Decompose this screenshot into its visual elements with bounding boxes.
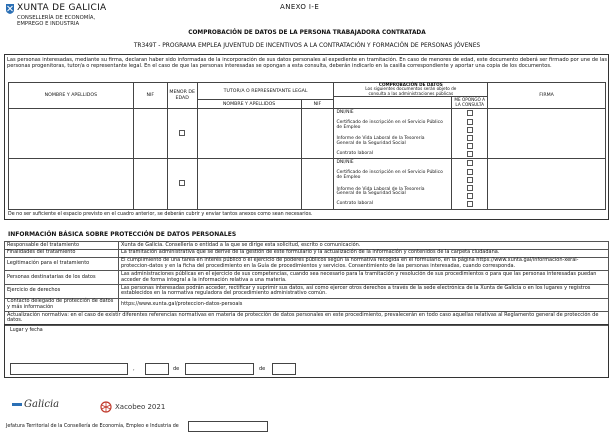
nif-cell[interactable] — [133, 109, 167, 159]
protection-key: Personas destinatarias de los datos — [5, 271, 119, 285]
col-header-minor-1: MENOR DE — [169, 90, 195, 96]
oppose-checkbox[interactable] — [467, 135, 473, 141]
doc-list — [334, 109, 452, 159]
doc-dni: DNI/NIE — [336, 160, 354, 166]
protection-value: https://www.xunta.gal/proteccion-datos-persoais — [119, 298, 609, 312]
signature-cell[interactable] — [488, 159, 606, 209]
place-input[interactable] — [10, 363, 128, 375]
oppose-checkbox[interactable] — [467, 110, 473, 116]
oppose-checkbox[interactable] — [467, 201, 473, 207]
col-header-tutor: TUTOR/A O REPRESENTANTE LEGAL — [197, 83, 334, 100]
col-header-name: NOMBRE Y APELLIDOS — [9, 83, 134, 109]
check-sub-1: Los siguientes documentos serán objeto de — [365, 86, 457, 92]
col-header-oppose — [452, 97, 488, 109]
xacobeo-logo — [100, 401, 165, 413]
minor-cell — [167, 159, 197, 209]
oppose-1: ME OPONGO A — [454, 97, 485, 103]
protection-title: INFORMACIÓN BÁSICA SOBRE PROTECCIÓN DE DATOS PERSONALES — [8, 231, 237, 238]
oppose-checkbox[interactable] — [467, 185, 473, 191]
signature-cell[interactable] — [488, 109, 606, 159]
col-header-nif: NIF — [133, 83, 167, 109]
galicia-logo-text: Galicia — [24, 399, 60, 410]
xacobeo-text: Xacobeo 2021 — [115, 403, 166, 411]
oppose-checkbox[interactable] — [467, 193, 473, 199]
protection-key: Finalidades del tratamiento — [5, 249, 119, 257]
protection-key: Legitimación para el tratamiento — [5, 257, 119, 271]
intro-text: Las personas interesadas, mediante su firma, declaran haber sido informadas de la incorporación de sus datos personales al expediente en tramitación. En caso de menores de edad, este documento deberá ser firmado por une de las personas progenitoras, tutor/a o representante legal. En el caso de que las personas interesadas se opongan a esta consulta, deberán indicarlo en la casilla correspondiente y aportar una copia de los documentos. — [7, 57, 607, 70]
year-input[interactable] — [272, 363, 296, 375]
protection-value: El cumplimiento de una tarea en interés público o el ejercicio de poderes públicos según la normativa recogida en el formulario, en la página https://www.xunta.gal/informacion-xeral-proteccion-datos y en la ficha del procedimiento en la Guía de procedimientos y servicios. Consentimiento de las personas interesadas, cuando corresponda. — [119, 257, 609, 271]
galicia-mark-icon — [12, 403, 22, 406]
oppose-checkbox[interactable] — [467, 169, 473, 175]
col-header-minor-2: EDAD — [175, 95, 189, 101]
doc-contract: Contrato laboral — [336, 201, 373, 207]
table-note: De no ser suficiente el espacio previsto en el cuadro anterior, se deberán cubrir y enviar tantos anexos como sean necesarios. — [8, 212, 313, 217]
tutor-nif-cell[interactable] — [301, 109, 334, 159]
de-label-2: de — [259, 366, 266, 372]
department-line-1: CONSELLERÍA DE ECONOMÍA, — [17, 15, 96, 21]
org-name: XUNTA DE GALICIA — [17, 3, 107, 13]
comma-sep: , — [133, 366, 135, 372]
protection-value: Xunta de Galicia. Consellería o entidad a la que se dirige esta solicitud, escrito o comunicación. — [119, 242, 609, 250]
office-label: Jefatura Territorial de la Consellería de Economía, Empleo e Industria de — [6, 424, 179, 429]
day-input[interactable] — [145, 363, 169, 375]
name-cell[interactable] — [9, 109, 134, 159]
month-input[interactable] — [185, 363, 254, 375]
form-subtitle: TR349T - PROGRAMA EMPLEA JUVENTUD DE INCENTIVOS A LA CONTRATACIÓN Y FORMACIÓN DE PERSONAS JÓVENES — [133, 43, 481, 49]
protection-key: Responsable del tratamiento — [5, 242, 119, 250]
protection-value: Las personas interesadas podrán acceder, rectificar y suprimir sus datos, así como ejercer otros derechos a través de la sede electrónica de la Xunta de Galicia o en los lugares y registros establecidos en la normativa reguladora del procedimiento administrativo común. — [119, 284, 609, 298]
office-input[interactable] — [188, 421, 268, 432]
department-line-2: EMPREGO E INDUSTRIA — [17, 21, 80, 28]
oppose-checkbox[interactable] — [467, 119, 473, 125]
col-header-check — [334, 83, 488, 97]
persons-table — [8, 82, 606, 210]
oppose-checkbox[interactable] — [467, 177, 473, 183]
table-row — [5, 271, 609, 285]
minor-checkbox[interactable] — [179, 180, 185, 186]
check-title: COMPROBACIÓN DE DATOS — [378, 82, 443, 87]
galicia-logo — [12, 399, 59, 410]
doc-dni: DNI/NIE — [336, 110, 354, 116]
tutor-nif-cell[interactable] — [301, 159, 334, 209]
doc-work-life-2: General de la Seguridad Social — [336, 140, 406, 146]
check-sub-2: consulta a las administraciones públicas — [368, 90, 454, 96]
form-title: COMPROBACIÓN DE DATOS DE LA PERSONA TRABAJADORA CONTRATADA — [188, 30, 426, 36]
doc-employment-cert-1: Certificado de inscripción en el Servicio Público — [336, 170, 443, 176]
protection-key: Ejercicio de derechos — [5, 284, 119, 298]
doc-work-life-1: Informe de Vida Laboral de la Tesorería — [336, 136, 425, 142]
oppose-cell — [452, 159, 488, 209]
doc-work-life-2: General de la Seguridad Social — [336, 191, 406, 197]
xacobeo-shell-icon — [100, 401, 112, 413]
oppose-cell — [452, 109, 488, 159]
col-header-tutor-nif: NIF — [301, 100, 334, 109]
protection-key: Contacto delegado de protección de datos y más información — [5, 298, 119, 312]
col-header-minor — [167, 83, 197, 109]
protection-table — [4, 241, 609, 326]
table-row — [9, 109, 606, 159]
check-doc-header-blank — [334, 97, 452, 109]
annex-label: ANEXO I-E — [280, 3, 320, 11]
col-header-sign: FIRMA — [488, 83, 606, 109]
tutor-name-cell[interactable] — [197, 109, 301, 159]
de-label-1: de — [173, 366, 180, 372]
table-row — [5, 284, 609, 298]
update-note: Actualización normativa: en el caso de existir diferentes referencias normativas en materia de protección de datos personales en este procedimiento, prevalecerán en todo caso aquellas relativas al Reglamento general de protección de datos. — [5, 312, 609, 326]
doc-employment-cert-1: Certificado de inscripción en el Servicio Público — [336, 120, 443, 125]
doc-employment-cert-2: de Empleo — [336, 124, 361, 130]
table-row — [9, 159, 606, 209]
oppose-checkbox[interactable] — [467, 127, 473, 133]
col-header-tutor-name: NOMBRE Y APELLIDOS — [197, 100, 301, 109]
oppose-checkbox[interactable] — [467, 143, 473, 149]
table-row — [5, 257, 609, 271]
xunta-shield-icon — [6, 4, 14, 14]
oppose-checkbox[interactable] — [467, 151, 473, 157]
table-row — [5, 298, 609, 312]
place-date-label: Lugar y fecha — [10, 328, 43, 333]
minor-cell — [167, 109, 197, 159]
protection-value: Las administraciones públicas en el ejercicio de sus competencias, cuando sea necesario para la tramitación y resolución de sus procedimientos o para que las personas interesadas puedan acceder de forma integral a la información relativa a una materia. — [119, 271, 609, 285]
doc-employment-cert-2: de Empleo — [336, 174, 361, 180]
oppose-2: LA CONSULTA — [455, 101, 484, 107]
doc-list — [334, 159, 452, 209]
nif-cell[interactable] — [133, 159, 167, 209]
protection-value: La tramitación administrativa que se derive de la gestión de este formulario y la actualización de la información y contenidos de la carpeta ciudadana. — [119, 249, 609, 257]
department-name — [17, 15, 95, 27]
minor-checkbox[interactable] — [179, 130, 185, 136]
tutor-name-cell[interactable] — [197, 159, 301, 209]
doc-contract: Contrato laboral — [336, 150, 373, 156]
name-cell[interactable] — [9, 159, 134, 209]
oppose-checkbox[interactable] — [467, 160, 473, 166]
doc-work-life-1: Informe de Vida Laboral de la Tesorería — [336, 186, 425, 192]
